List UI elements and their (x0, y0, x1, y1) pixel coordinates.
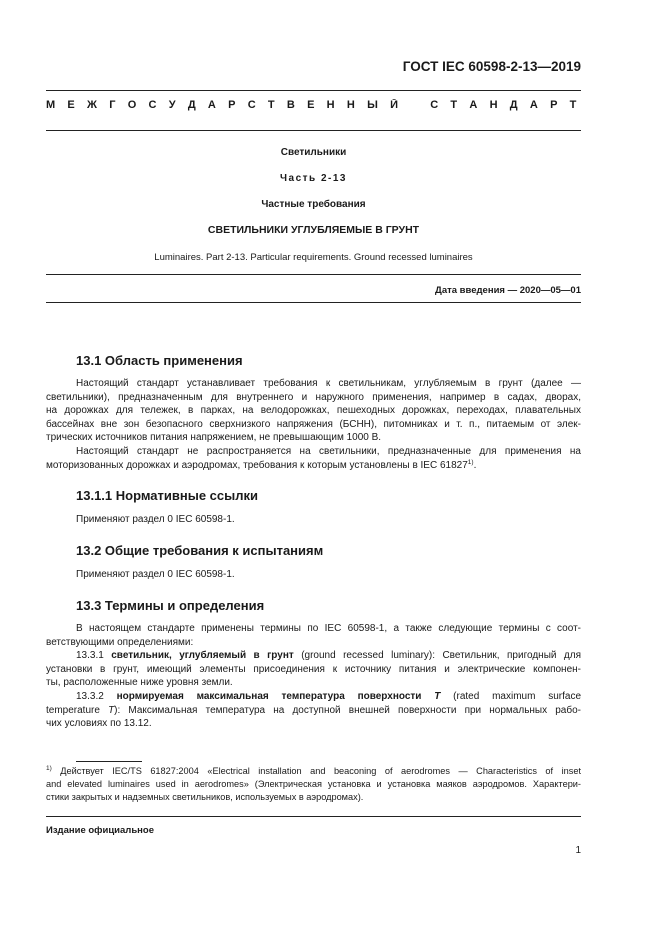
main-title: СВЕТИЛЬНИКИ УГЛУБЛЯЕМЫЕ В ГРУНТ (207, 224, 420, 236)
section-heading-13-1-1: 13.1.1 Нормативные ссылки (76, 488, 258, 503)
top-rule (46, 90, 581, 91)
footnote-rule (76, 761, 142, 762)
edition-label: Издание официальное (46, 825, 154, 836)
term-rated-max-surface-temperature: нормируемая максимальная температура поверхности (116, 691, 422, 702)
effective-date: Дата введения — 2020—05—01 (435, 285, 581, 296)
band-word-2: С Т А Н Д А Р Т (430, 99, 581, 111)
footnote: $^{1)}$ Действует IEC/TS 61827:2004 «Electrical installation and beaconing of aerodromes — Characteristics of inset and elevated luminaires used in aerodromes» (Электрическая установка и установка маяков аэродромов. Характери- стики закрытых и надземных светильников, используемых в аэродромах). (46, 765, 581, 802)
title-bottom-rule (46, 274, 581, 275)
section-heading-13-2: 13.2 Общие требования к испытаниям (76, 543, 324, 558)
date-bottom-rule (46, 302, 581, 303)
footnote-mark: 1) (46, 765, 52, 772)
paragraph-scope-1: Настоящий стандарт устанавливает требования к светильникам, углубляемым в грунт (далее — светильники), предназначенным для внутреннего и наружного применения, например в садах, дворах, на дорожках для тележек, в парках, на велодорожках, пешеходных дорожках, переходах, плавательных бассейнах вне зон безопасного сверхнизкого напряжения (БСНН), питомниках и т. п., питаемым от элек- трических источников питания напряжением, не превышающим 1000 В. (46, 378, 581, 444)
section-heading-13-3: 13.3 Термины и определения (76, 598, 265, 613)
standard-type-band (46, 99, 581, 111)
edition-rule (46, 816, 581, 817)
standard-code: ГОСТ IEC 60598-2-13—2019 (402, 59, 581, 74)
paragraph-terms-intro: В настоящем стандарте применены термины по IEC 60598-1, а также следующие термины с соот- ветствующими определениями: (46, 623, 581, 648)
footnote-ref: 1) (467, 458, 474, 466)
term-ground-recessed-luminaire: светильник, углубляемый в грунт (111, 650, 294, 661)
header-bottom-rule (46, 130, 581, 131)
title-part: Часть 2-13 (280, 173, 347, 184)
english-title: Luminaires. Part 2-13. Particular requirements. Ground recessed luminaires (154, 252, 473, 263)
section-heading-13-1: 13.1 Область применения (76, 353, 243, 368)
band-word-1: М Е Ж Г О С У Д А Р С Т В Е Н Н Ы Й (46, 99, 403, 111)
symbol-t: T (108, 704, 115, 716)
definition-13-3-2: 13.3.2 нормируемая максимальная температура поверхности T (rated maximum surface temperature T): Максимальная температура на доступной внешней поверхности при нормальных рабо- чих условиях по 13.12. (46, 691, 581, 730)
paragraph-scope-2: Настоящий стандарт не распространяется на светильники, предназначенные для применения на моторизованных дорожках и аэродромах, требования к которым установлены в IEC 61827$^{1)}$. (46, 446, 581, 471)
paragraph-test-requirements: Применяют раздел 0 IEC 60598-1. (76, 569, 235, 580)
title-line-1: Светильники (280, 147, 347, 158)
page-number: 1 (575, 845, 581, 856)
title-line-3: Частные требования (261, 199, 366, 210)
definition-13-3-1: 13.3.1 светильник, углубляемый в грунт (ground recessed luminary): Светильник, пригодный для установки в грунт, имеющий элементы присоединения к источнику питания и электрические компонен- ты, расположенные ниже уровня земли. (46, 650, 581, 689)
paragraph-normative-refs: Применяют раздел 0 IEC 60598-1. (76, 514, 235, 525)
